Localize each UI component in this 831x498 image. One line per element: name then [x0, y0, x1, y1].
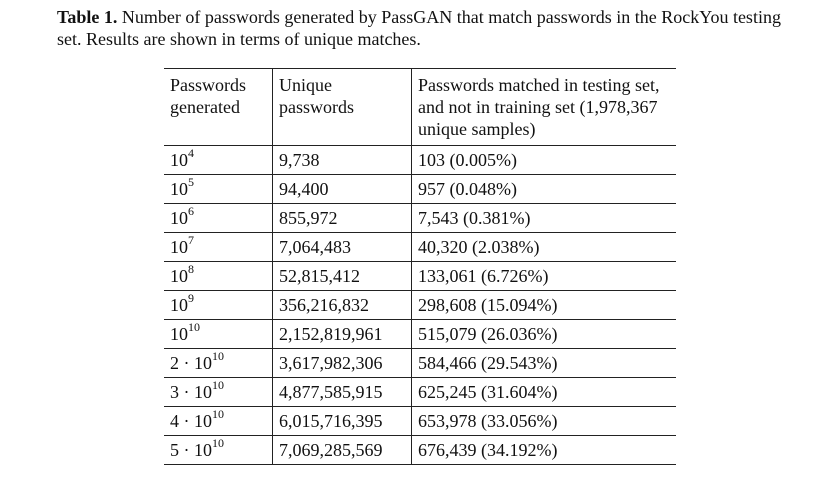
- table-row: [164, 233, 676, 262]
- table-row: [164, 436, 676, 465]
- header-passwords-generated: Passwords generated: [164, 69, 273, 146]
- table-row: [164, 175, 676, 204]
- cell-unique: 2,152,819,961: [273, 320, 412, 349]
- cell-matched: 625,245 (31.604%): [412, 378, 677, 407]
- cell-unique: 7,064,483: [273, 233, 412, 262]
- cell-generated: $10^9$: [164, 291, 273, 320]
- cell-generated: $5 \cdot 10^{10}$: [164, 436, 273, 465]
- table-row: [164, 378, 676, 407]
- results-table-container: [164, 68, 676, 465]
- cell-unique: 7,069,285,569: [273, 436, 412, 465]
- cell-matched: 653,978 (33.056%): [412, 407, 677, 436]
- table-row: [164, 349, 676, 378]
- cell-matched: 515,079 (26.036%): [412, 320, 677, 349]
- table-row: [164, 146, 676, 175]
- cell-generated: $10^{10}$: [164, 320, 273, 349]
- table-row: [164, 407, 676, 436]
- table-caption: [57, 6, 787, 50]
- table-row: [164, 291, 676, 320]
- cell-generated: $3 \cdot 10^{10}$: [164, 378, 273, 407]
- cell-unique: 356,216,832: [273, 291, 412, 320]
- header-unique-passwords: Unique passwords: [273, 69, 412, 146]
- cell-matched: 298,608 (15.094%): [412, 291, 677, 320]
- cell-matched: 40,320 (2.038%): [412, 233, 677, 262]
- cell-unique: 52,815,412: [273, 262, 412, 291]
- cell-generated: $4 \cdot 10^{10}$: [164, 407, 273, 436]
- table-header-row: [164, 69, 676, 146]
- cell-unique: 6,015,716,395: [273, 407, 412, 436]
- cell-matched: 584,466 (29.543%): [412, 349, 677, 378]
- cell-unique: 94,400: [273, 175, 412, 204]
- cell-generated: $2 \cdot 10^{10}$: [164, 349, 273, 378]
- header-passwords-matched: Passwords matched in testing set, and not in training set (1,978,367 unique samples): [412, 69, 677, 146]
- cell-unique: 9,738: [273, 146, 412, 175]
- cell-matched: 133,061 (6.726%): [412, 262, 677, 291]
- cell-generated: $10^4$: [164, 146, 273, 175]
- cell-generated: $10^5$: [164, 175, 273, 204]
- cell-unique: 4,877,585,915: [273, 378, 412, 407]
- cell-generated: $10^6$: [164, 204, 273, 233]
- cell-generated: $10^7$: [164, 233, 273, 262]
- table-row: [164, 320, 676, 349]
- cell-unique: 3,617,982,306: [273, 349, 412, 378]
- table-row: [164, 262, 676, 291]
- cell-matched: 957 (0.048%): [412, 175, 677, 204]
- caption-text: Number of passwords generated by PassGAN that match passwords in the RockYou testing set. Results are shown in terms of unique matches.: [57, 7, 781, 49]
- cell-matched: 676,439 (34.192%): [412, 436, 677, 465]
- cell-matched: 103 (0.005%): [412, 146, 677, 175]
- caption-label: Table 1.: [57, 7, 118, 27]
- table-row: [164, 204, 676, 233]
- cell-matched: 7,543 (0.381%): [412, 204, 677, 233]
- results-table: [164, 68, 676, 465]
- cell-generated: $10^8$: [164, 262, 273, 291]
- cell-unique: 855,972: [273, 204, 412, 233]
